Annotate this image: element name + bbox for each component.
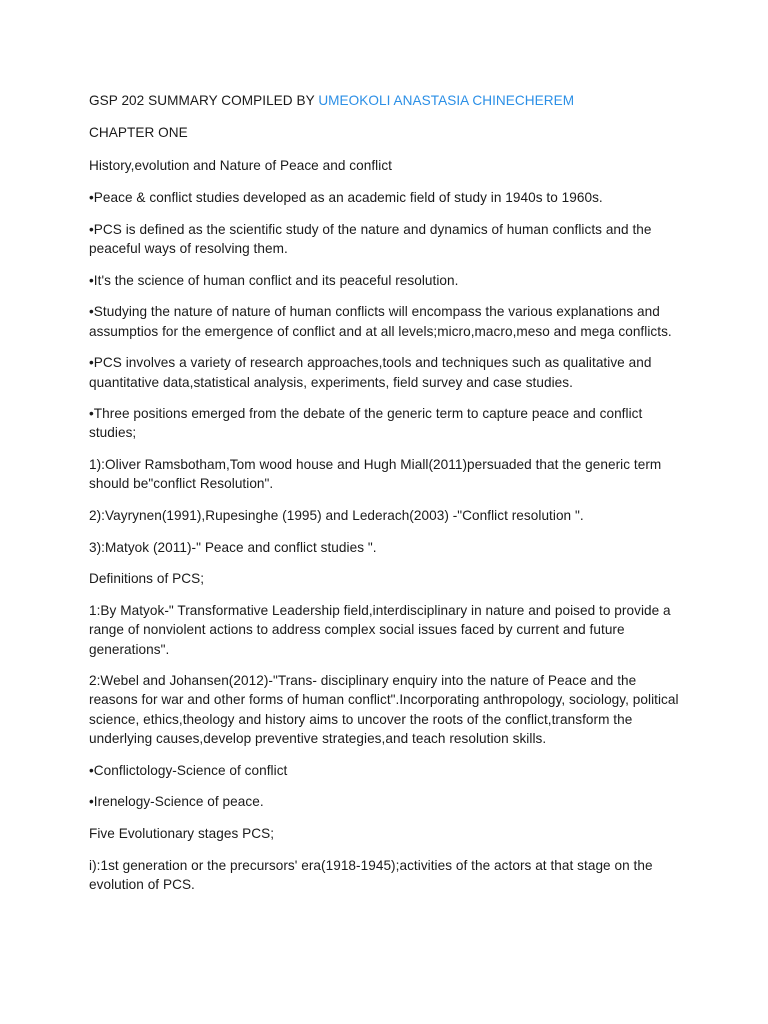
paragraph-position-three: 3):Matyok (2011)-" Peace and conflict studies ". bbox=[89, 539, 377, 555]
paragraph-position-two: 2):Vayrynen(1991),Rupesinghe (1995) and Lederach(2003) -"Conflict resolution ". bbox=[89, 508, 584, 524]
title-prefix: GSP 202 SUMMARY COMPILED BY bbox=[89, 93, 319, 108]
paragraph-research-approaches: •PCS involves a variety of research approaches,tools and techniques such as qualitative and quantitative data,statistical analysis, experiments, field survey and case studies. bbox=[89, 355, 652, 390]
paragraph-evolutionary-stages: Five Evolutionary stages PCS; bbox=[89, 825, 275, 841]
document-page bbox=[89, 91, 679, 907]
paragraph-studying-nature: •Studying the nature of nature of human conflicts will encompass the various explanations and assumptios for the emergence of conflict and at all levels;micro,macro,meso and mega conflicts. bbox=[89, 304, 672, 339]
paragraph-first-generation: i):1st generation or the precursors' era(1918-1945);activities of the actors at that stage on the evolution of PCS. bbox=[89, 857, 653, 892]
paragraph-pcs-developed: •Peace & conflict studies developed as an academic field of study in 1940s to 1960s. bbox=[89, 190, 603, 206]
paragraph-history-heading: History,evolution and Nature of Peace and conflict bbox=[89, 158, 392, 174]
paragraph-definitions-heading: Definitions of PCS; bbox=[89, 571, 205, 587]
paragraph-position-one: 1):Oliver Ramsbotham,Tom wood house and Hugh Miall(2011)persuaded that the generic term should be"conflict Resolution". bbox=[89, 457, 662, 492]
author-name: UMEOKOLI ANASTASIA CHINECHEREM bbox=[318, 93, 575, 108]
paragraph-science-of-conflict: •It's the science of human conflict and its peaceful resolution. bbox=[89, 272, 459, 288]
paragraph-three-positions: •Three positions emerged from the debate of the generic term to capture peace and conflict studies; bbox=[89, 406, 643, 441]
paragraph-definition-webel: 2:Webel and Johansen(2012)-"Trans- disciplinary enquiry into the nature of Peace and the reasons for war and other forms of human conflict".Incorporating anthropology, sociology, political science, ethics,theology and history aims to uncover the roots of the conflict,transform the underlying causes,develop preventive strategies,and teach resolution skills. bbox=[89, 673, 679, 746]
paragraph-pcs-defined: •PCS is defined as the scientific study of the nature and dynamics of human conflicts and the peaceful ways of resolving them. bbox=[89, 221, 652, 257]
chapter-heading: CHAPTER ONE bbox=[89, 125, 188, 141]
paragraph-conflictology: •Conflictology-Science of conflict bbox=[89, 762, 288, 778]
document-title bbox=[89, 91, 679, 110]
paragraph-irenelogy: •Irenelogy-Science of peace. bbox=[89, 794, 264, 810]
paragraph-definition-matyok: 1:By Matyok-" Transformative Leadership field,interdisciplinary in nature and poised to provide a range of nonviolent actions to address complex social issues faced by current and future generations". bbox=[89, 603, 671, 657]
